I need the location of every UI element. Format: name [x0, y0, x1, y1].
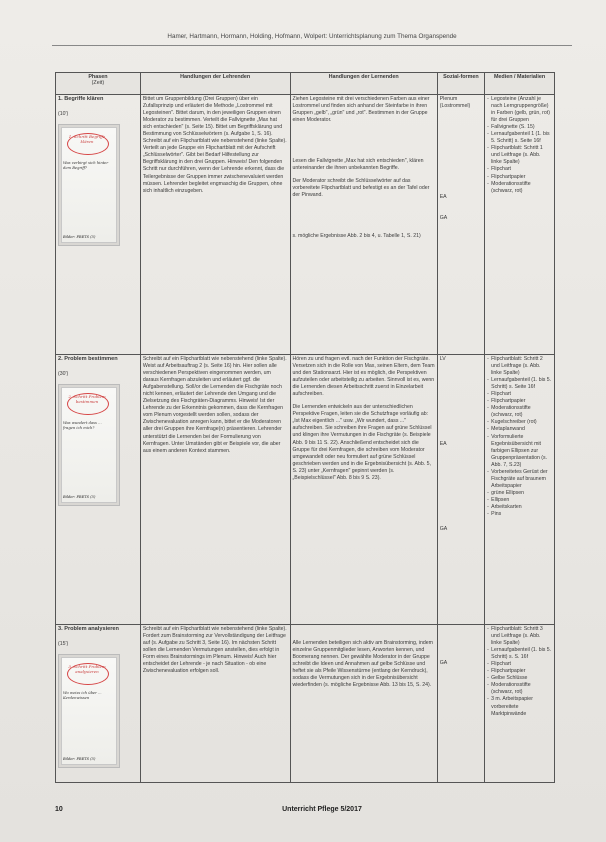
- phase-cell: [56, 95, 141, 355]
- learner-text: Ziehen Legosteine mit drei verschiedenen Farben aus einer Lostrommel und finden sich anhand der Steinfarbe in ihren Gruppen „gelb", „grün" und „rot". Bestimmen in der Gruppe einen Moderator.: [292, 96, 430, 124]
- phase-time: (30'): [58, 371, 69, 378]
- running-header: Hamer, Hartmann, Hormann, Holding, Hofmann, Wolpert: Unterrichtsplanung zum Thema Organspende: [167, 33, 457, 40]
- list-item: - Gelbe Schlüsse: [487, 675, 552, 682]
- list-item: - Flipchartpapier: [487, 668, 552, 675]
- flipchart-question: Was verbirgt sich hinter dem Begriff?: [63, 161, 109, 170]
- column-header-phase: [56, 73, 141, 95]
- teacher-cell: Schreibt auf ein Flipchartblatt wie nebenstehend (linke Spalte). Weist auf Arbeitsauftrag 2 (s. Seite 16) hin. Hier sollen alle verschiedenen Perspektiven eingenommen werden, um daraus Kernfragen abzuleiten und erläutert ggf. die Aufgabenstellung. Soll/or die Lernenden die Fischgräte noch nicht kennen, erläutert der Lehrende den Umgang und die Zielsetzung des Fischgräten-Diagramms. Hinweis! Ist der Lehrende zu der Erkenntnis gekommen, dass die Kernfragen vom Plenum vorgestellt werden sollen, sodass der Zwischenevaluation anregen kann, bittet er die Moderatoren aller drei Gruppen ihre Kernfrage(n) präsentieren. Lehrender unterstützt die Lernenden bei der Formulierung von Kernfragen. Unter Umständen gibt er Beispiele vor, die aber aus einem anderen Kontext stammen.: [140, 355, 290, 625]
- social-cell: [437, 355, 484, 625]
- table-row: [56, 625, 555, 783]
- journal-title: Unterricht Pflege 5/2017: [282, 806, 362, 813]
- social-form: GA: [439, 660, 448, 666]
- flipchart-question: Was wundert dass ... fragen ich mich?: [63, 421, 102, 430]
- table-header-row: [56, 73, 555, 95]
- list-item: - Kugelschreiber (rot): [487, 419, 552, 426]
- list-item: - Flipchartblatt: Schritt 2 und Leitfrage (s. Abb. linke Spalte): [487, 356, 552, 377]
- flipchart-photo: [58, 124, 120, 246]
- list-item: - Flipchart: [487, 661, 552, 668]
- phase-title: 2. Problem bestimmen: [58, 356, 118, 362]
- list-item: - Ellipsen: [487, 497, 552, 504]
- phase-title: 3. Problem analysieren: [58, 626, 119, 632]
- list-item: - Flipchart: [487, 166, 552, 173]
- column-header-phase-sub: (Zeit): [91, 80, 105, 87]
- media-cell: [485, 625, 555, 783]
- list-item: - Pins: [487, 511, 552, 518]
- social-form: GA: [439, 215, 448, 222]
- list-item: - Flipchartpapier: [487, 174, 552, 181]
- social-cell: [437, 95, 484, 355]
- learner-text: Die Lernenden entwickeln aus der unterschiedlichen Perspektive Fragen, leiten sie die Schutzfrage vorläufig ab: „Ist Max eigentlich ..." usw. „Wir wundert, dass ..." aufschreiben. Sie schreiben ihre Fragen auf grüne Schlüssel und klingen ihre Vermutungen in die Fischgräte (s. Beispiele Abb. 9 bis 11 S. 22). Anschließend entscheidet sich die Gruppe für drei Kernfragen, die schreiben vom Moderator umgewandelt oder neu formuliert auf grüne Schlüssel geschrieben werden und in die Ergebnisübersicht (s. Abb. 5, S. 23) unter „Kernfragen" gepinnt werden (s. „Beispielschlüssel" Abb. 8 bis 9 S. 23).: [292, 404, 432, 481]
- learner-text: Der Moderator schreibt die Schlüsselwörter auf das vorbereitete Flipchartblatt und befestigt es an der Tafel oder der Pinwand.: [292, 178, 430, 199]
- social-form: EA: [439, 441, 447, 448]
- learner-text: s. mögliche Ergebnisse Abb. 2 bis 4, u. Tabelle 1, S. 21): [292, 233, 421, 240]
- learner-cell: [290, 95, 437, 355]
- lesson-plan-table: [55, 72, 555, 783]
- list-item: - Legosteine (Anzahl je nach Lerngruppengröße) in Farben (gelb, grün, rot) für drei Gruppen: [487, 96, 552, 124]
- flipchart-photo: [58, 654, 120, 768]
- social-cell: [437, 625, 484, 783]
- table-row: [56, 95, 555, 355]
- column-header-learner: Handlungen der Lernenden: [290, 73, 437, 95]
- column-header-phase-label: Phasen: [88, 74, 108, 80]
- social-form: LV: [439, 356, 446, 362]
- photo-credit: Bilder: FRETS (5): [63, 235, 96, 240]
- column-header-media: Medien / Materialien: [485, 73, 555, 95]
- page-number: 10: [55, 806, 63, 813]
- phase-title: 1. Begriffe klären: [58, 96, 104, 102]
- table-row: [56, 355, 555, 625]
- list-item: - grüne Ellipsen: [487, 490, 552, 497]
- list-item: - Vorbereitetes Gerüst der Fischgräte auf braunem Arbeitspapier: [487, 469, 552, 490]
- photo-credit: Bilder: FRETS (5): [63, 495, 96, 500]
- photo-credit: Bilder: FRETS (5): [63, 757, 96, 762]
- media-cell: [485, 355, 555, 625]
- teacher-cell: Bittet um Gruppenbildung (Drei Gruppen) über ein Zufallsprinzip und erläutert die Methode „Lostrommel mit Legosteinen". Bittet darum, in den jeweiligen Gruppen einen Moderator zu bestimmen. Verteilt die Fallvignette „Max hat sich entschieden" (s. Seite 15). Bittet um Begriffsklärung und Bestimmung von Schlüsselwörtern (s. Aufgabe 1, S. 16). Schreibt auf ein Flipchartblatt wie nebenstehend (linke Spalte). Verteilt an jede Gruppe ein Flipchartblatt mit der Aufschrift „Schlüsselwörter". Gibt bei Bedarf Hilfestellung zur Begriffsklärung in den drei Gruppen. Hinweis! Den folgenden Schritt nur durchführen, wenn der Lehrende erkennt, dass die Teilergebnisse der Gruppen immer zwischenevaluiert werden müssen. Lehrender begleitet engmaschig die Gruppen, ohne sich inhaltlich einzugeben.: [140, 95, 290, 355]
- header-rule: [52, 45, 572, 46]
- column-header-social: Sozial-formen: [437, 73, 484, 95]
- column-header-teacher: Handlungen der Lehrenden: [140, 73, 290, 95]
- list-item: - Flipchartpapier: [487, 398, 552, 405]
- media-cell: [485, 95, 555, 355]
- list-item: - Flipchartblatt: Schritt 1 und Leitfrage (s. Abb. linke Spalte): [487, 145, 552, 166]
- phase-cell: [56, 355, 141, 625]
- learner-cell: [290, 625, 437, 783]
- flipchart-oval-text: 1. Schritt Begriffe klären: [68, 134, 106, 144]
- flipchart-photo: [58, 384, 120, 506]
- learner-text: Hören zu und fragen evtl. nach der Funktion der Fischgräte. Versetzen sich in die Rolle von Max, seinen Eltern, dem Team und den Stationsarzt. Hier ist es möglich, die Perspektiven aufzuteilen oder arbeitsteilig zu arbeiten. Sinnvoll ist es, wenn die Lernenden diesen Arbeitsschritt zuerst in Einzelarbeit aufschreiben.: [292, 356, 435, 398]
- list-item: - Lernaufgabenteil 1 (1. bis 5. Schritt) s. Seite 16f: [487, 131, 552, 145]
- list-item: - Flipchart: [487, 391, 552, 398]
- flipchart-oval-text: 2. Schritt Problem bestimmen: [68, 394, 106, 404]
- social-form: Plenum (Lostrommel): [439, 96, 471, 110]
- phase-time: (10'): [58, 111, 69, 118]
- media-list: [487, 356, 552, 518]
- phase-cell: [56, 625, 141, 783]
- media-list: [487, 96, 552, 195]
- list-item: - Flipchartblatt: Schritt 3 und Leitfrage (s. Abb. linke Spalte): [487, 626, 552, 647]
- teacher-cell: Schreibt auf ein Flipchartblatt wie nebenstehend (linke Spalte). Fordert zum Brainstorming zur Vervollständigung der Leitfrage auf (s. Aufgabe zu Schritt 3, Seite 16). Im nächsten Schritt sollen die Lernenden Vermutungen anstellen, dies erfolgt in Form eines Brainstormings im Plenum. Hinweis! Auch hier entscheidet der Lehrende - je nach Situation - ob eine Zwischenevaluation erfolgen soll.: [140, 625, 290, 783]
- list-item: - Moderationsstifte (schwarz, rot): [487, 682, 552, 696]
- list-item: - Vorformulierte Ergebnisübersicht mit farbigen Ellipsen zur Gruppenpräsentation (s. Abb. 7, S.23): [487, 434, 552, 469]
- learner-text: Alle Lernenden beteiligen sich aktiv am Brainstorming, indem einzelne Gruppenmitglieder lesen, Anworten kennen, und Boomerang nennen. Der gewählte Moderator in der Gruppe schreibt die Ideen und Annahmen auf gelbe Schlüsse und heftet sie als Pfeile Wissenstürme (entlang der Kerndruck), sodass die Vermutungen sich in der Ergebnisübersicht wiederfinden (s. mögliche Ergebnisse Abb. 13 bis 15, S. 24).: [292, 640, 433, 689]
- list-item: - Arbeitskarten: [487, 504, 552, 511]
- list-item: - Lernaufgabenteil (1. bis 5. Schritt) s. Seite 16f: [487, 377, 552, 391]
- learner-text: Lesen die Fallvignette „Max hat sich entschieden", klären untereinander die ihnen unbekannten Begriffe.: [292, 158, 424, 172]
- learner-cell: [290, 355, 437, 625]
- list-item: - Lernaufgabenteil (1. bis 5. Schritt) s. S. 16f: [487, 647, 552, 661]
- phase-time: (15'): [58, 641, 69, 648]
- flipchart-oval-text: 3. Schritt Problem analysieren: [68, 664, 106, 674]
- list-item: - Metaplanwand: [487, 426, 552, 433]
- list-item: - 3 m. Arbeitspapier vorbereitete Marktpinwände: [487, 696, 552, 717]
- social-form: EA: [439, 194, 447, 201]
- flipchart-question: Wo weiss ich über ... Kerdenwissen: [63, 691, 102, 700]
- social-form: GA: [439, 526, 448, 533]
- list-item: - Moderationsstifte (schwarz, rot): [487, 405, 552, 419]
- media-list: [487, 626, 552, 718]
- list-item: - Moderationsstifte (schwarz, rot): [487, 181, 552, 195]
- list-item: - Fallvignette (S. 15): [487, 124, 552, 131]
